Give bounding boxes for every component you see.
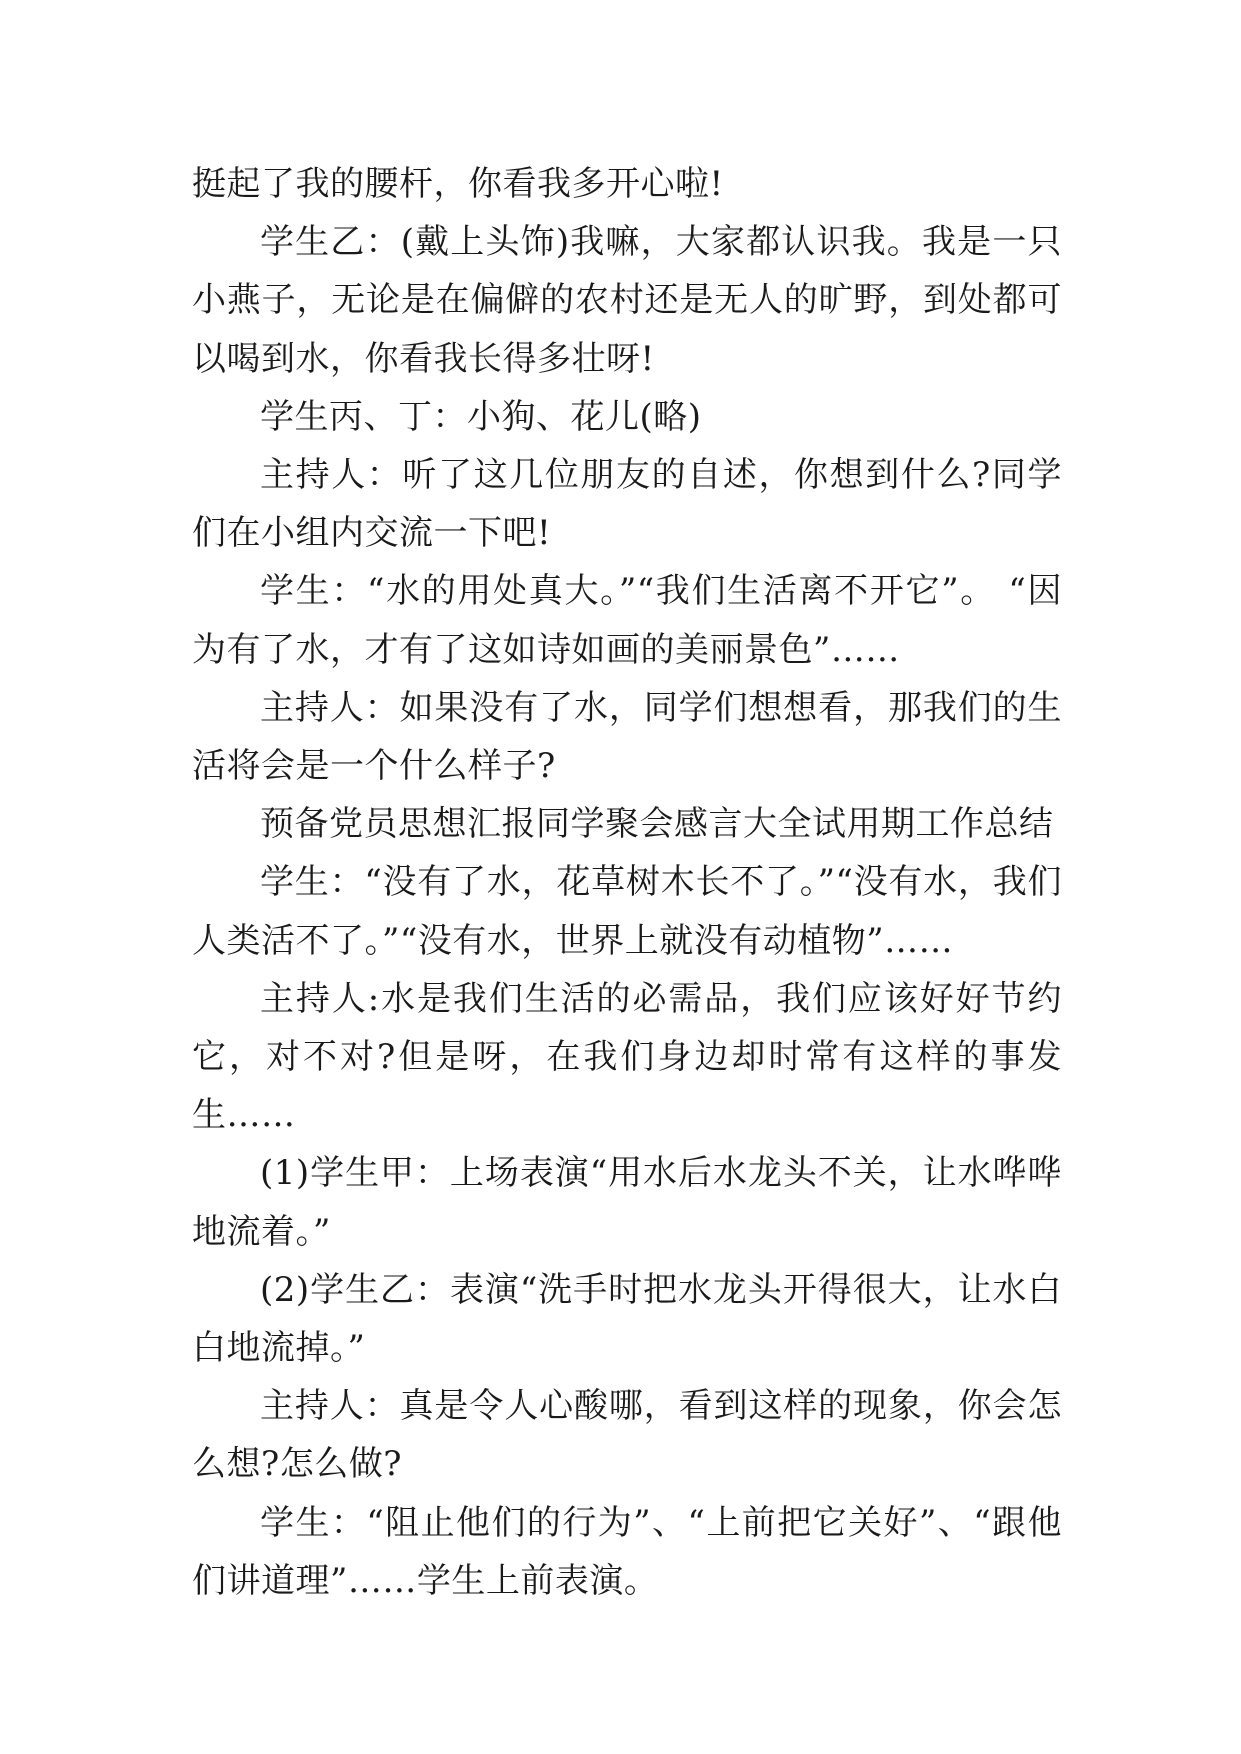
paragraph-4: 主持人：听了这几位朋友的自述，你想到什么?同学们在小组内交流一下吧!: [192, 455, 1062, 554]
paragraph-6: 主持人：如果没有了水，同学们想想看，那我们的生活将会是一个什么样子?: [192, 687, 1062, 787]
paragraph-2: 学生乙：(戴上头饰)我嘛，大家都认识我。我是一只小燕子，无论是在偏僻的农村还是无人的旷野，到处都可以喝到水，你看我长得多壮呀!: [192, 222, 1062, 379]
document-body: [192, 155, 1062, 1610]
paragraph-7: 预备党员思想汇报同学聚会感言大全试用期工作总结: [260, 804, 1054, 845]
paragraph-8: 学生：“没有了水，花草树木长不了。”“没有水，我们人类活不了。”“没有水，世界上就没有动植物”……: [192, 862, 1062, 961]
paragraph-12: 主持人：真是令人心酸哪，看到这样的现象，你会怎么想?怎么做?: [192, 1386, 1062, 1485]
paragraph-11: (2)学生乙：表演“洗手时把水龙头开得很大，让水白白地流掉。”: [192, 1269, 1062, 1369]
paragraph-13: 学生：“阻止他们的行为”、“上前把它关好”、“跟他们讲道理”……学生上前表演。: [192, 1502, 1062, 1601]
paragraph-10: (1)学生甲：上场表演“用水后水龙头不关，让水哗哗地流着。”: [192, 1153, 1062, 1252]
paragraph-9: 主持人:水是我们生活的必需品，我们应该好好节约它，对不对?但是呀，在我们身边却时常有这样的事发生……: [192, 978, 1062, 1136]
paragraph-1: 挺起了我的腰杆，你看我多开心啦!: [192, 164, 724, 204]
paragraph-5: 学生：“水的用处真大。”“我们生活离不开它”。 “因为有了水，才有了这如诗如画的美丽景色”……: [192, 571, 1062, 670]
paragraph-3: 学生丙、丁：小狗、花儿(略): [260, 396, 702, 437]
